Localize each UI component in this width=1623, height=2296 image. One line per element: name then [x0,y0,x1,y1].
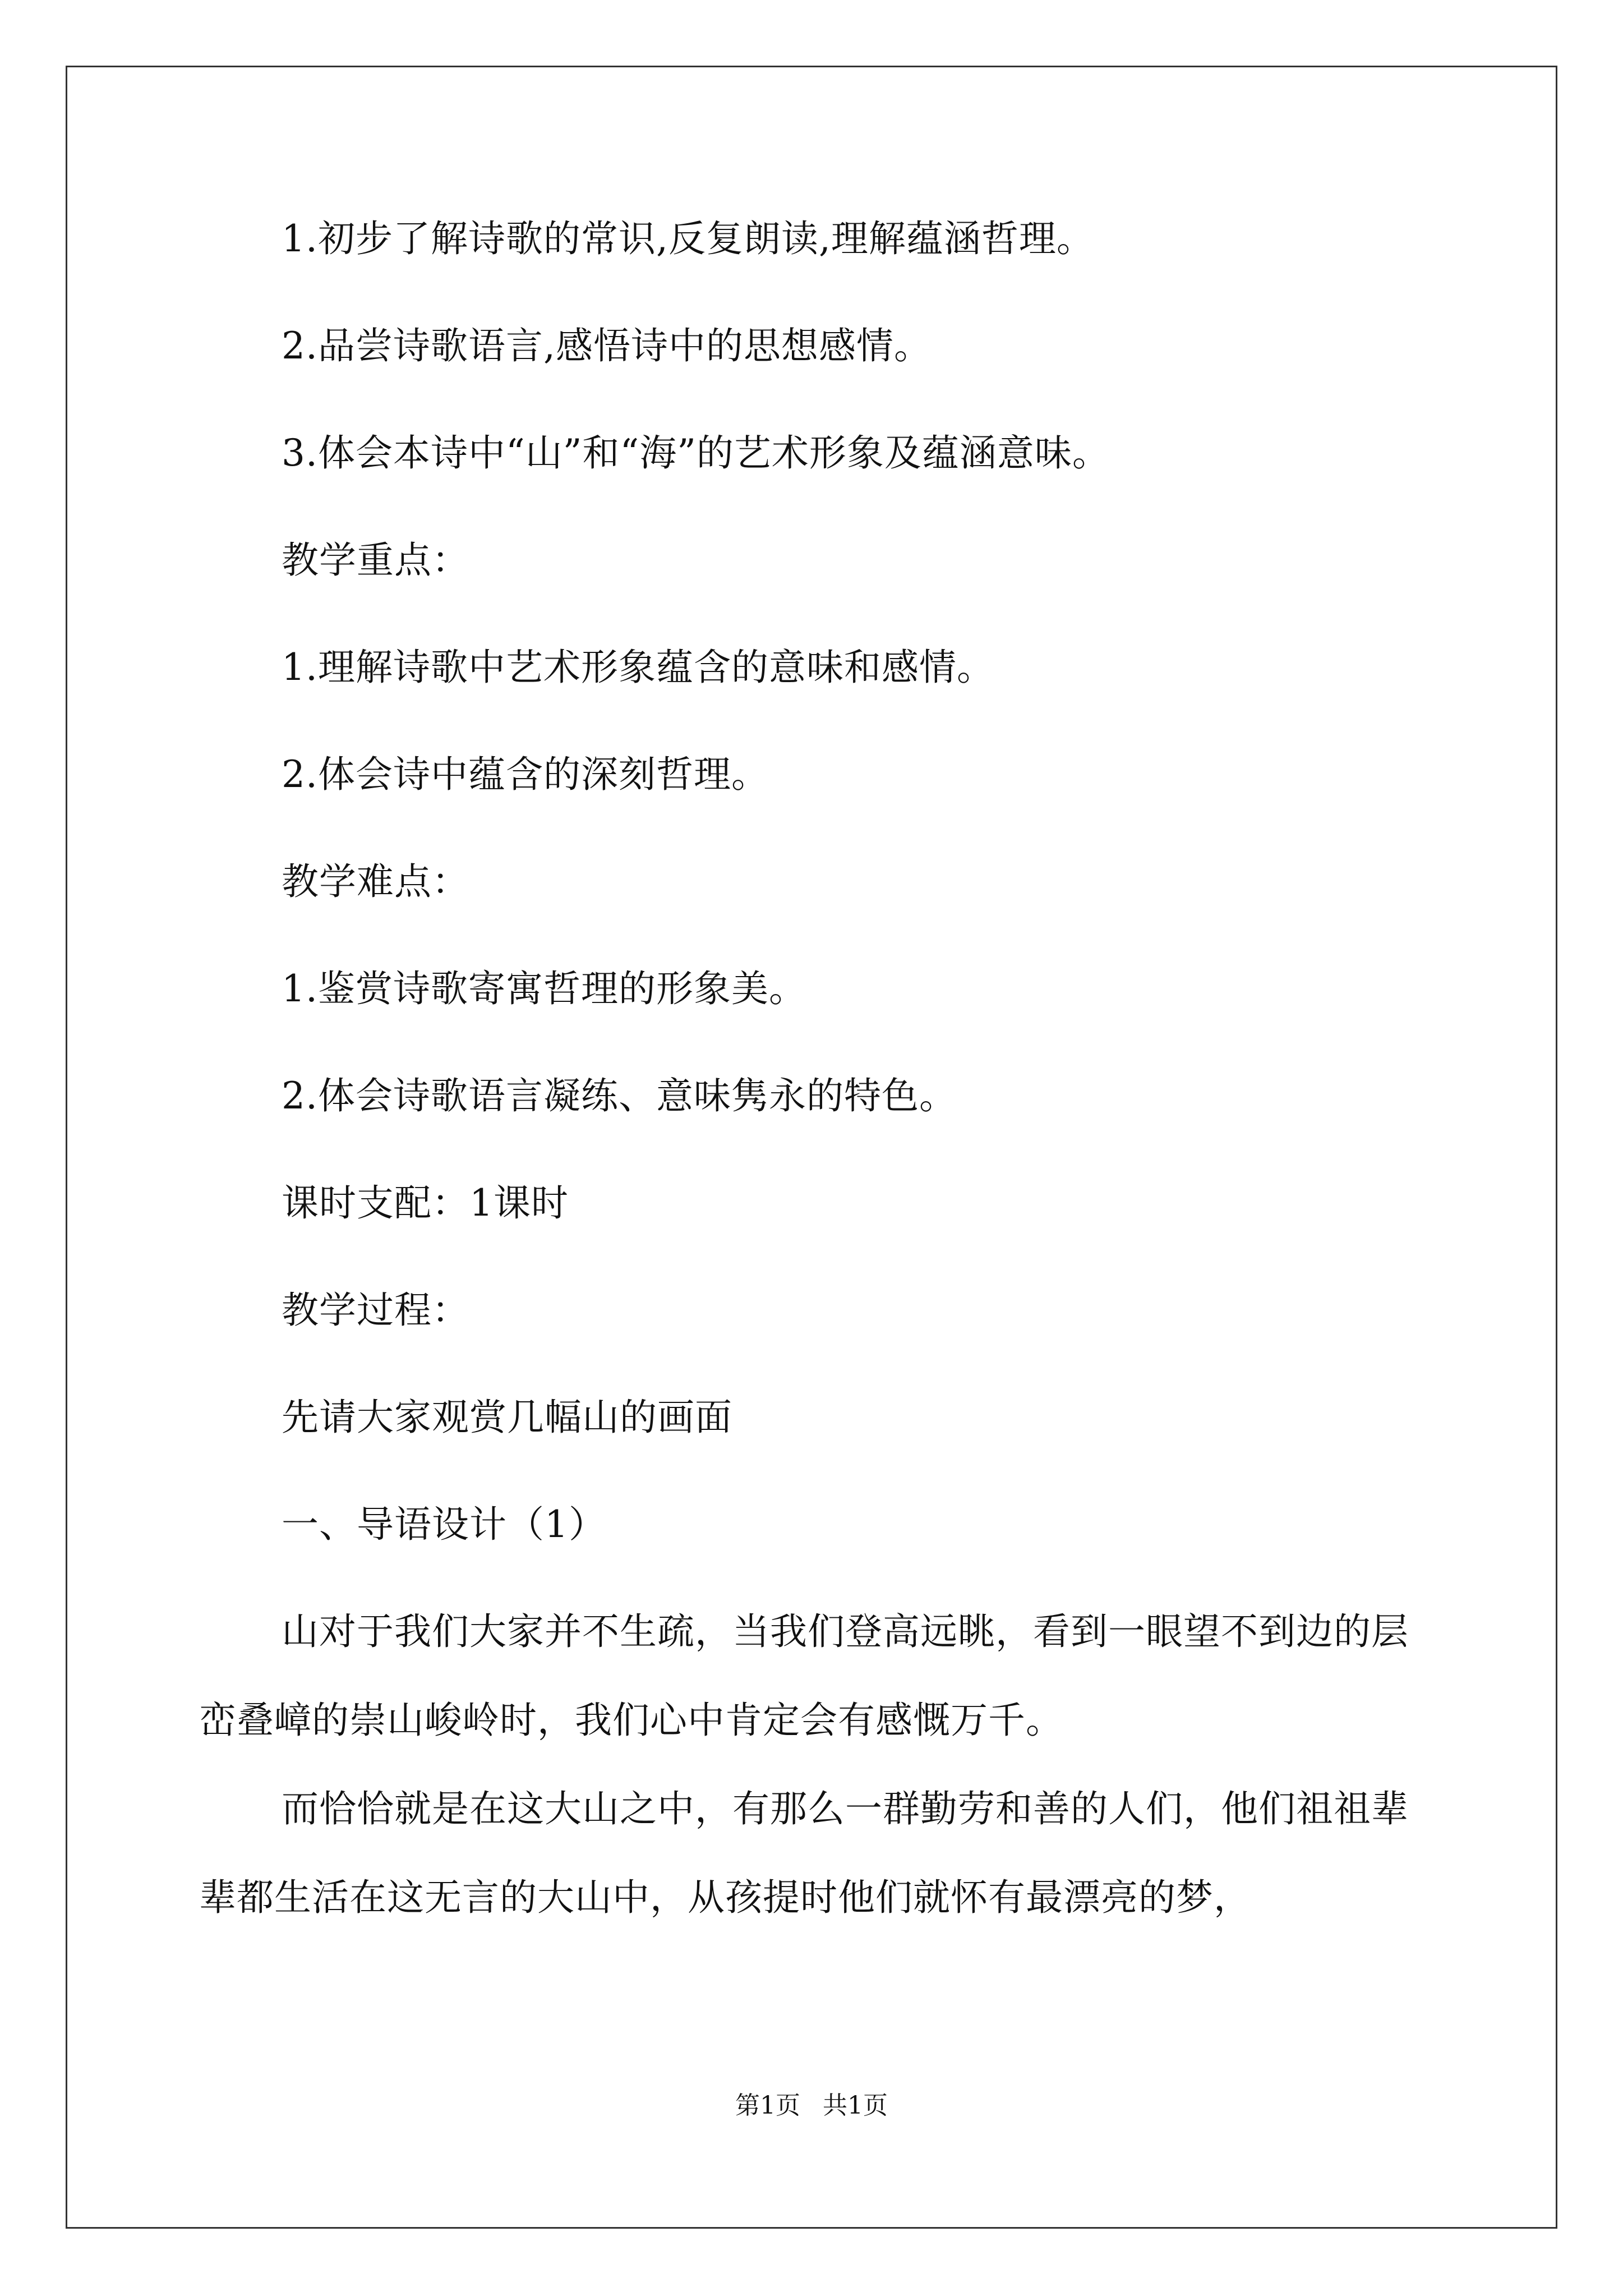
section-heading: 教学重点： [282,539,469,582]
page-total: 共1页 [823,2091,888,2120]
paragraph: 先请大家观赏几幅山的画面 [282,1396,732,1439]
document-body [199,213,1433,1961]
paragraph: 1.鉴赏诗歌寄寓哲理的形象美。 [282,967,806,1010]
section-heading: 教学过程： [282,1289,469,1332]
paragraph: 2.体会诗中蕴含的深刻哲理。 [282,753,769,796]
paragraph: 2.体会诗歌语言凝练、意味隽永的特色。 [282,1074,957,1117]
paragraph: 3.体会本诗中“山”和“海”的艺术形象及蕴涵意味。 [282,431,1110,475]
section-heading: 教学难点： [282,860,469,903]
page-footer [0,2089,1623,2123]
paragraph: 1.初步了解诗歌的常识,反复朗读,理解蕴涵哲理。 [282,217,1094,260]
page-number: 第1页 [735,2091,800,2120]
paragraph: 课时支配：1课时 [282,1181,569,1225]
paragraph: 一、导语设计（1） [282,1503,606,1546]
paragraph: 而恰恰就是在这大山之中，有那么一群勤劳和善的人们，他们祖祖辈辈都生活在这无言的大山中，从孩提时他们就怀有最漂亮的梦， [199,1787,1409,1919]
paragraph: 2.品尝诗歌语言,感悟诗中的思想感情。 [282,324,932,367]
paragraph: 山对于我们大家并不生疏，当我们登高远眺，看到一眼望不到边的层峦叠嶂的崇山峻岭时，我们心中肯定会有感慨万千。 [199,1610,1409,1742]
paragraph: 1.理解诗歌中艺术形象蕴含的意味和感情。 [282,646,994,689]
